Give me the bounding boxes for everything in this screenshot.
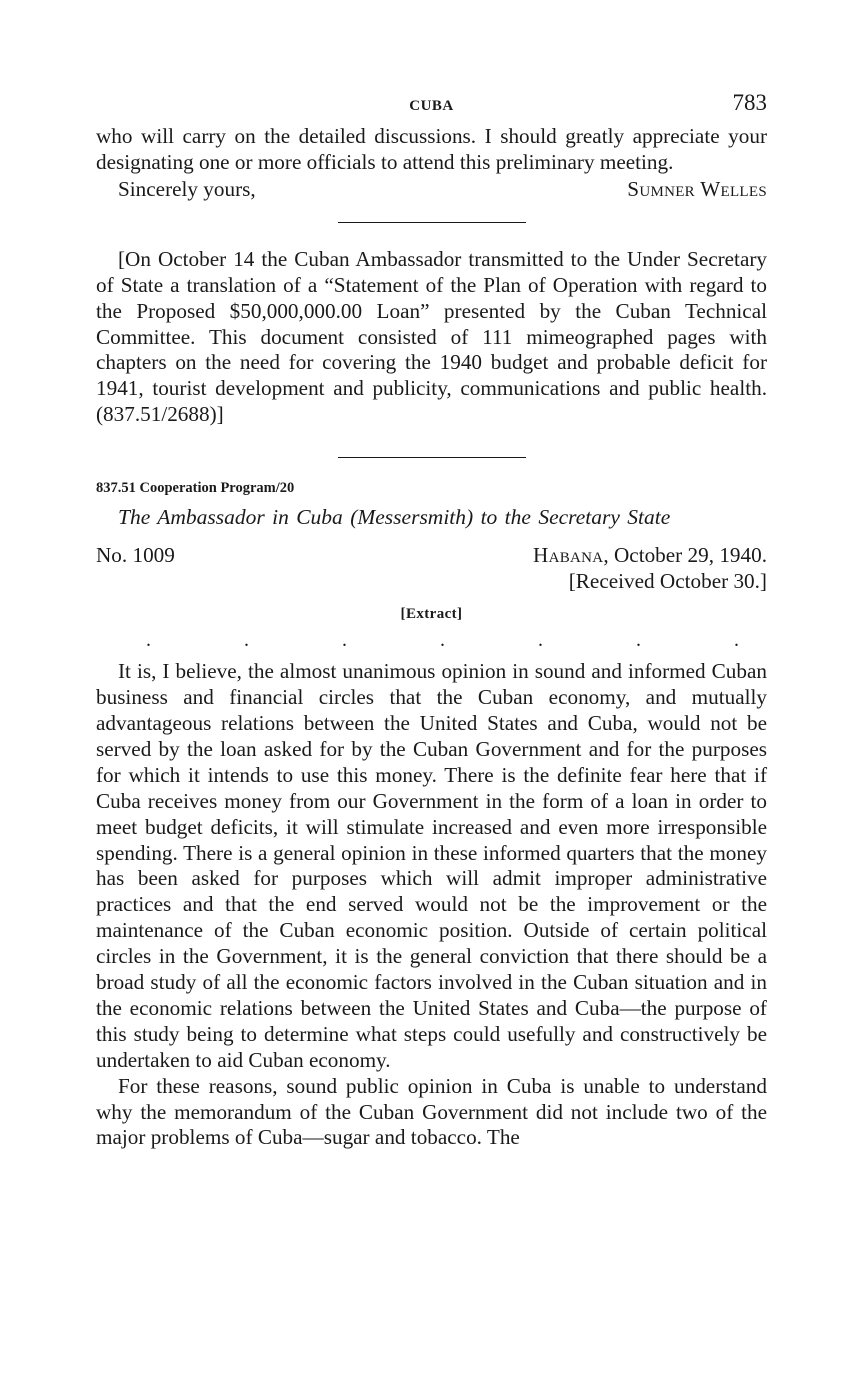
section-divider [338,222,526,223]
ellipsis-dot: . [734,629,739,652]
running-head-title: CUBA [409,98,454,114]
body-paragraph: It is, I believe, the almost unanimous opinion in sound and informed Cuban business and financial circles that the Cuban economy, and mutually advantageous relations between the United States and Cuba, would not be served by the loan asked for by the Cuban Government and for the purposes for which it intends to use this money. There is the definite fear here that if Cuba receives money from our Government in the form of a loan in order to meet budget deficits, it will stimulate increased and even more irresponsible spending. There is a general opinion in these informed quarters that the money has been asked for purposes which will admit improper administrative practices and that the end served would not be the improvement or the maintenance of the Cuban economic position. Outside of certain political circles in the Government, it is the general conviction that there should be a broad study of all the economic factors involved in the Cuban situation and in the economic relations between the United States and Cuba—the purpose of this study being to determine what steps could usefully and constructively be undertaken to aid Cuban economy. [96,659,767,1072]
place-and-date [533,542,767,568]
ellipsis-dot: . [440,629,445,652]
ellipsis-dot: . [538,629,543,652]
ellipsis-dot: . [146,629,151,652]
closing-salutation: Sincerely yours, [118,176,256,201]
running-head [96,88,767,124]
document-title-sender: The Ambassador in Cuba [118,505,343,530]
ellipsis-dot: . [244,629,249,652]
place: Habana [532,543,604,568]
body-paragraph: For these reasons, sound public opinion in Cuba is unable to understand why the memorandum of the Cuban Government did not include two of the major problems of Cuba—sugar and tobacco. The [96,1073,767,1150]
continued-paragraph: who will carry on the detailed discussions. I should greatly appreciate your designating one or more officials to attend this preliminary meeting. [96,124,767,174]
dateline [96,542,767,568]
document-page [96,88,767,1151]
page-number: 783 [732,90,767,115]
ellipsis-dot: . [342,629,347,652]
document-number: No. 1009 [96,543,175,568]
received-date: [Received October 30.] [568,569,767,594]
date: , October 29, 1940. [603,543,767,568]
document-title [96,503,767,531]
extract-label: [Extract] [400,606,463,623]
ellipsis-dot: . [636,629,641,652]
document-title-name: (Messersmith) [350,505,474,530]
document-title-recipient: to the Secretary State [480,505,671,530]
editorial-note: [On October 14 the Cuban Ambassador transmitted to the Under Secretary of State a translation of a “Statement of the Plan of Operation with regard to the Proposed $50,000,000.00 Loan” presented by the Cuban Technical Committee. This document consisted of 111 mimeographed pages with chapters on the need for covering the 1940 budget and probable deficit for 1941, tourist development and publicity, communications and public health. (837.51/2688)] [96,246,767,427]
section-divider [338,457,526,458]
ellipsis-row [96,629,767,652]
letter-closing [96,176,767,202]
file-reference: 837.51 Cooperation Program/20 [96,480,295,497]
closing-signature: Sumner Welles [627,176,767,201]
